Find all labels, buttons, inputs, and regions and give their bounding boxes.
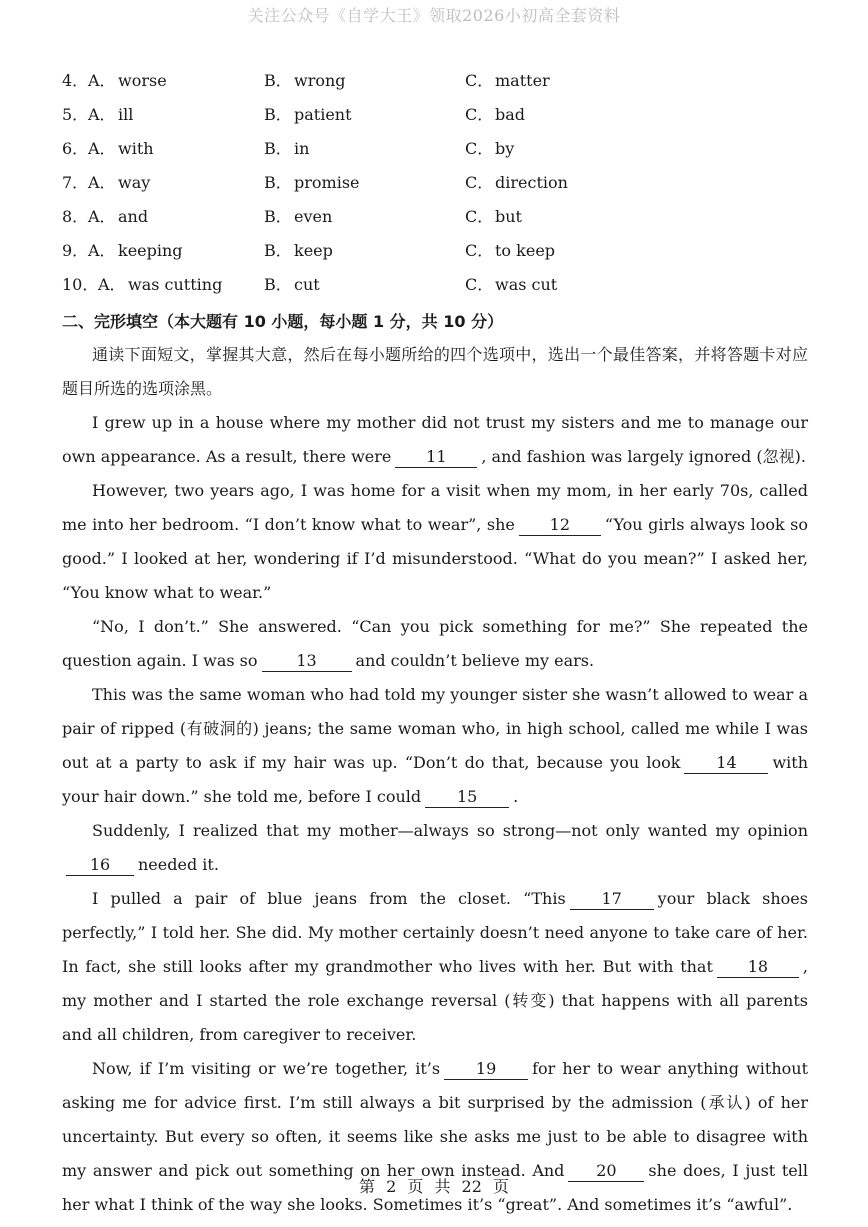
question-number: 5． bbox=[62, 105, 89, 124]
cloze-passage bbox=[62, 338, 808, 1222]
option-a: A． worse bbox=[88, 71, 167, 90]
option-c: C． was cut bbox=[465, 275, 558, 294]
option-c: C． but bbox=[465, 207, 522, 226]
option-a: A． ill bbox=[88, 105, 134, 124]
paragraph: Suddenly, I realized that my mother—always so strong—not only wanted my opinion16 needed it. bbox=[62, 814, 808, 882]
option-b: B． keep bbox=[264, 241, 333, 260]
option-row bbox=[62, 272, 822, 306]
blank-16: 16 bbox=[66, 855, 134, 876]
option-b: B． even bbox=[264, 207, 333, 226]
paragraph: “No, I don’t.” She answered. “Can you pick something for me?” She repeated the question again. I was so 13 and couldn’t believe my ears. bbox=[62, 617, 808, 670]
option-c: C． direction bbox=[465, 173, 568, 192]
question-number: 9． bbox=[62, 241, 89, 260]
option-row bbox=[62, 170, 822, 204]
option-a: A． and bbox=[88, 207, 149, 226]
option-c: C． by bbox=[465, 139, 515, 158]
blank-14: 14 bbox=[684, 753, 768, 774]
option-b: B． promise bbox=[264, 173, 360, 192]
question-number: 7． bbox=[62, 173, 89, 192]
option-row bbox=[62, 136, 822, 170]
option-a: A． keeping bbox=[88, 241, 183, 260]
blank-19: 19 bbox=[444, 1059, 528, 1080]
paragraph: However, two years ago, I was home for a visit when my mom, in her early 70s, called me into her bedroom. “I don’t know what to wear”, she 12 “You girls always look so good.” I looked at her, wondering if I’d misunderstood. “What do you mean?” I asked her, “You know what to wear.” bbox=[62, 481, 809, 602]
option-row bbox=[62, 238, 822, 272]
section-title: 二、完形填空（本大题有 10 小题，每小题 1 分，共 10 分） bbox=[62, 312, 504, 331]
option-c: C． matter bbox=[465, 71, 550, 90]
paragraph: Now, if I’m visiting or we’re together, it’s 19 for her to wear anything without asking me for advice first. I’m still always a bit surprised by the admission (承认) of her uncertainty. But every so often, it seems like she asks me just to be able to disagree with my answer and pick out something on her own instead. And 20 she does, I just tell her what I think of the way she looks. Sometimes it’s “great”. And sometimes it’s “awful”. bbox=[62, 1059, 809, 1214]
option-c: C． bad bbox=[465, 105, 526, 124]
blank-15: 15 bbox=[425, 787, 509, 808]
option-b: B． cut bbox=[264, 275, 320, 294]
option-c: C． to keep bbox=[465, 241, 556, 260]
paragraph: This was the same woman who had told my younger sister she wasn’t allowed to wear a pair of ripped (有破洞的) jeans; the same woman who, in high school, called me while I was out at a party to ask if my hair was up. “Don’t do that, because you look 14 with your hair down.” she told me, before I could 15 . bbox=[62, 685, 808, 806]
blank-18: 18 bbox=[717, 957, 799, 978]
question-number: 6． bbox=[62, 139, 89, 158]
question-number: 10． bbox=[62, 275, 99, 294]
option-b: B． in bbox=[264, 139, 310, 158]
paragraph: I pulled a pair of blue jeans from the closet. “This 17 your black shoes perfectly,” I told her. She did. My mother certainly doesn’t need anyone to take care of her. In fact, she still looks after my grandmother who lives with her. But with that 18 , my mother and I started the role exchange reversal (转变) that happens with all parents and all children, from caregiver to receiver. bbox=[62, 889, 808, 1044]
option-row bbox=[62, 102, 822, 136]
blank-11: 11 bbox=[395, 447, 477, 468]
blank-13: 13 bbox=[262, 651, 352, 672]
blank-17: 17 bbox=[570, 889, 654, 910]
paragraph: I grew up in a house where my mother did not trust my sisters and me to manage our own appearance. As a result, there were 11 , and fashion was largely ignored (忽视). bbox=[62, 413, 808, 466]
watermark: 关注公众号《自学大王》领取2026小初高全套资料 bbox=[247, 6, 621, 25]
option-list bbox=[62, 68, 822, 306]
option-b: B． wrong bbox=[264, 71, 346, 90]
option-row bbox=[62, 204, 822, 238]
instructions: 通读下面短文，掌握其大意，然后在每小题所给的四个选项中，选出一个最佳答案，并将答题卡对应题目所选的选项涂黑。 bbox=[62, 345, 808, 398]
option-a: A． way bbox=[88, 173, 151, 192]
option-a: A． was cutting bbox=[98, 275, 223, 294]
question-number: 4． bbox=[62, 71, 89, 90]
option-row bbox=[62, 68, 822, 102]
option-a: A． with bbox=[88, 139, 154, 158]
option-b: B． patient bbox=[264, 105, 352, 124]
page-footer: 第 2 页 共 22 页 bbox=[359, 1177, 509, 1196]
blank-12: 12 bbox=[519, 515, 601, 536]
question-number: 8． bbox=[62, 207, 89, 226]
blank-20: 20 bbox=[568, 1161, 644, 1182]
